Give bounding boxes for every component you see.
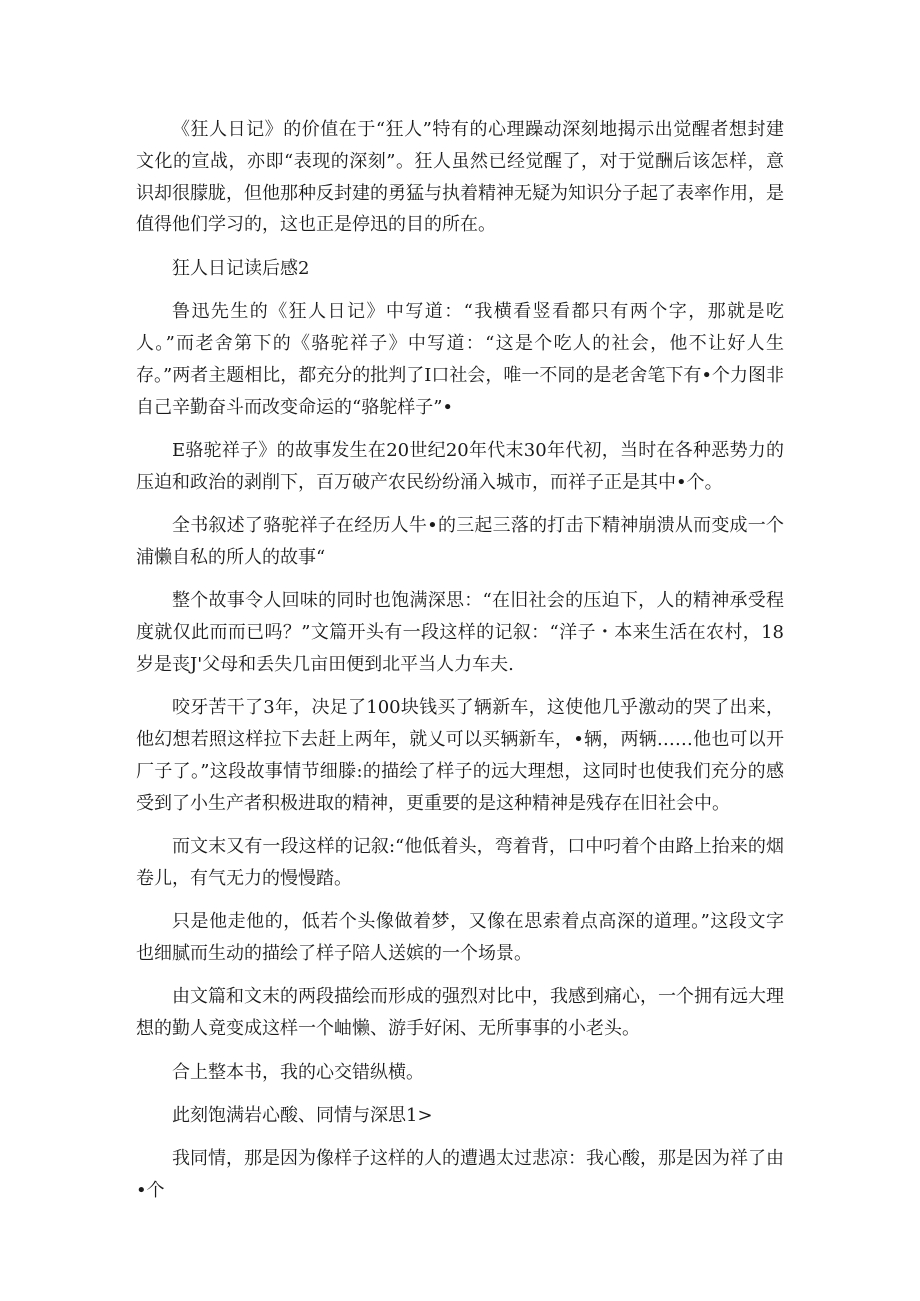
- paragraph: 而文末又有一段这样的记叙:“他低着头，弯着背，口中叼着个由路上抬来的烟卷儿，有气无力的慢慢踏。: [136, 836, 784, 889]
- paragraph: 全书叙述了骆驼祥子在经历人牛•的三起三落的打击下精神崩溃从而变成一个浦懒自私的所人的故事“: [136, 515, 784, 568]
- paragraph: 由文篇和文末的两段描绘而形成的强烈对比中，我感到痛心，一个拥有远大理想的勤人竟变成这样一个岫懒、游手好闲、无所事事的小老头。: [136, 986, 784, 1040]
- paragraph: 整个故事令人回味的同时也饱满深思：“在旧社会的压迫下，人的精神承受程度就仅此而而已吗？”文篇开头有一段这样的记叙：“洋子・本来生活在农村，18岁是丧J'父母和丢失几亩田便到北平当人力车夫.: [136, 590, 784, 675]
- paragraph: 鲁迅先生的《狂人日记》中写道：“我横看竖看都只有两个字，那就是吃人。”而老舍第下的《骆驼祥子》中写道：“这是个吃人的社会，他不让好人生存。”两者主题相比，都充分的批判了I口社会，唯一不同的是老舍笔下有•个力图非自己辛勤奋斗而改变命运的“骆鸵样子”•: [136, 301, 784, 418]
- paragraph: 只是他走他的，低若个头像做着梦，又像在思索着点高深的道理。”这段文字也细腻而生动的描绘了样子陪人送嫔的一个场景。: [136, 911, 784, 965]
- paragraph: 咬牙苦干了3年，决足了100块钱买了辆新车，这使他几乎激动的哭了出来，他幻想若照这样拉下去赶上两年，就乂可以买辆新车，•辆，两辆……他也可以开厂子了。”这段故事情节细滕:的描绘了样子的远大理想，这同时也使我们充分的感受到了小生产者积极进取的精神，更重要的是这种精神是残存在旧社会中。: [136, 697, 784, 814]
- paragraph: 合上整本书，我的心交错纵横。: [172, 1061, 424, 1083]
- paragraph: E骆驼祥子》的故事发生在20世纪20年代末30年代初，当时在各种恶势力的压迫和政治的剥削下，百万破产农民纷纷涌入城市，而祥子正是其中•个。: [136, 439, 784, 493]
- paragraph: 《狂人日记》的价值在于“狂人”特有的心理躁动深刻地揭示出觉醒者想封建文化的宣战，亦即“表现的深刻”。狂人虽然已经觉醒了，对于觉酬后该怎样，意识却很朦胧，但他那种反封建的勇猛与执着精神无疑为知识分子起了表率作用，是值得他们学习的，这也正是停迅的目的所在。: [136, 119, 784, 236]
- section-heading: 狂人日记读后感2: [172, 257, 310, 279]
- paragraph: 此刻饱满岩心酸、同情与深思1>: [172, 1105, 433, 1127]
- paragraph: 我同情，那是因为像样子这样的人的遭遇太过悲凉：我心酸，那是因为祥了由•个: [136, 1148, 784, 1202]
- document-page: [136, 114, 784, 1219]
